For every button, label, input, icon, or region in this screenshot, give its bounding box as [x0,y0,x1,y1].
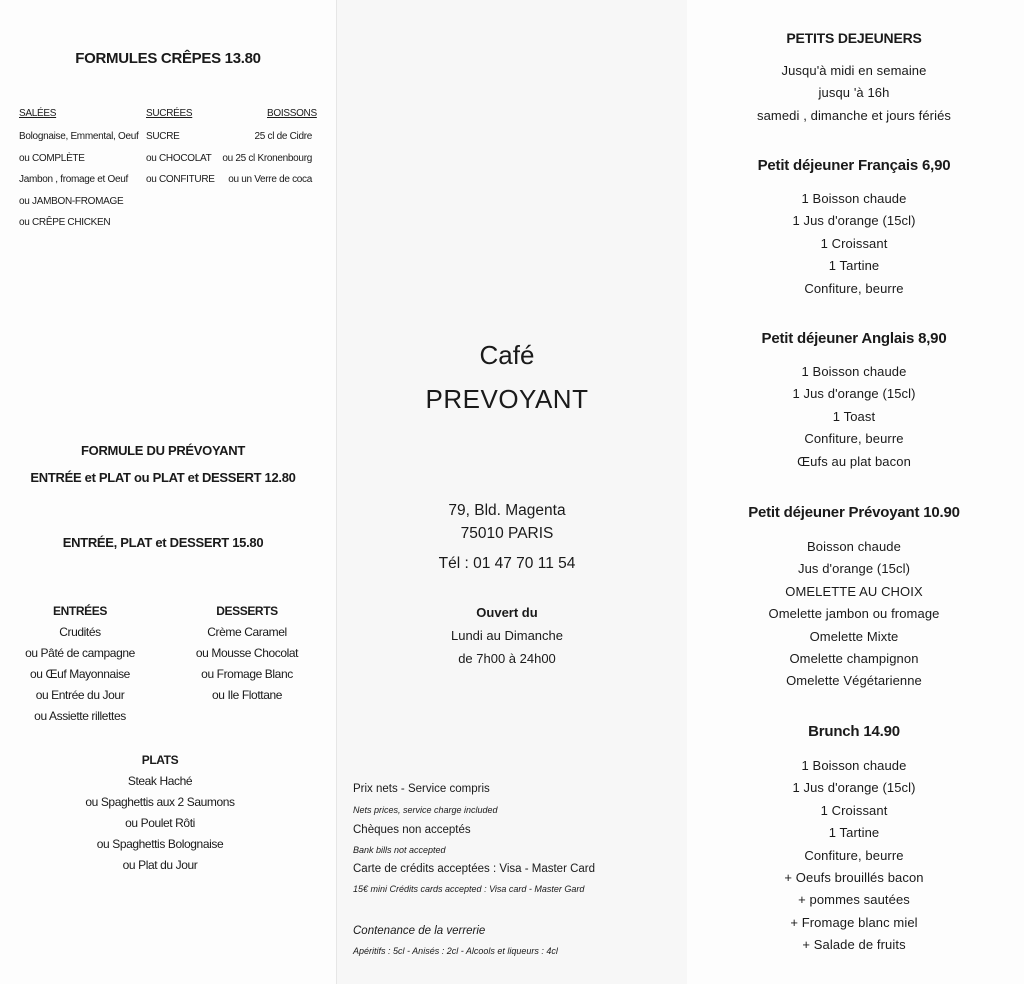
list-item: 1 Croissant [820,802,888,818]
list-item: + Oeufs brouillés bacon [784,870,924,886]
salees-heading: SALÉES [19,108,57,119]
list-item: 1 Boisson chaude [801,758,907,773]
middle-panel [336,0,688,984]
list-item: ou COMPLÈTE [19,152,85,164]
section-title-francais: Petit déjeuner Français 6,90 [757,157,951,174]
list-item: Omelette Mixte [809,628,899,644]
brand-line-2: PREVOYANT [425,384,589,414]
list-item: 1 Tartine [828,258,880,274]
desserts-block [167,601,327,706]
list-item: 1 Boisson chaude [801,364,907,379]
list-item: Crudités [59,625,101,639]
legal-line-2: Chèques non acceptés [353,824,471,836]
legal-line-3-translation: 15€ mini Crédits cards accepted : Visa card - Master Gard [353,884,585,894]
formule-title: FORMULE DU PRÉVOYANT [81,443,245,458]
section-title-brunch: Brunch 14.90 [808,723,900,740]
desserts-heading: DESSERTS [216,604,278,618]
address-line-2: 75010 PARIS [460,525,554,542]
list-item: ou Spaghettis Bolognaise [96,837,224,851]
list-item: 1 Boisson chaude [801,191,907,206]
section-items-anglais [687,361,1021,473]
open-hours: de 7h00 à 24h00 [458,651,556,666]
list-item: Omelette jambon ou fromage [768,606,940,622]
list-item: Steak Haché [127,774,193,788]
list-item: + pommes sautées [798,892,910,908]
list-item: ou Spaghettis aux 2 Saumons [85,795,235,809]
brand-line-1: Café [479,340,535,370]
entrees-block [0,601,160,727]
verrerie-detail: Apéritifs : 5cl - Anisés : 2cl - Alcools et liqueurs : 4cl [353,946,558,956]
legal-line-1: Prix nets - Service compris [353,783,490,795]
breakfast-hours [687,60,1021,127]
list-item: ou CRÊPE CHICKEN [19,217,111,228]
section-title-prevoyant: Petit déjeuner Prévoyant 10.90 [748,504,960,521]
list-item: ou Plat du Jour [122,858,198,872]
list-item: OMELETTE AU CHOIX [785,583,923,599]
address-line-1: 79, Bld. Magenta [448,502,566,519]
right-panel [687,0,1024,984]
formule-option-1: ENTRÉE et PLAT ou PLAT et DESSERT 12.80 [30,470,296,485]
plats-heading: PLATS [141,753,179,767]
hours-line: samedi , dimanche et jours fériés [756,107,952,123]
sucrees-heading: SUCRÉES [146,108,193,119]
list-item: ou Poulet Rôti [125,816,195,830]
list-item: 1 Tartine [828,825,880,841]
list-item: 25 cl de Cidre [254,131,312,142]
list-item: + Salade de fruits [802,937,906,953]
list-item: Boisson chaude [807,539,901,554]
list-item: Omelette Végétarienne [786,673,922,689]
crepes-title: FORMULES CRÊPES 13.80 [75,50,261,67]
boissons-heading: BOISSONS [267,108,317,119]
list-item: + Fromage blanc miel [790,914,918,930]
legal-line-2-translation: Bank bills not accepted [353,845,446,855]
formule-option-2: ENTRÉE, PLAT et DESSERT 15.80 [62,535,264,550]
entrees-heading: ENTRÉES [53,604,107,618]
list-item: 1 Jus d'orange (15cl) [792,386,916,402]
list-item: ou CONFITURE [146,174,215,185]
hours-line: Jusqu'à midi en semaine [781,63,927,78]
list-item: Confiture, beurre [804,847,904,863]
legal-line-3: Carte de crédits acceptées : Visa - Master Card [353,863,596,875]
list-item: Confiture, beurre [804,280,904,296]
list-item: ou JAMBON-FROMAGE [19,195,124,207]
list-item: ou Fromage Blanc [201,667,293,681]
list-item: ou Œuf Mayonnaise [30,667,130,681]
list-item: Bolognaise, Emmental, Oeuf [19,131,139,142]
list-item: ou Pâté de campagne [25,646,135,660]
list-item: 1 Jus d'orange (15cl) [792,780,916,796]
hours-line: jusqu 'à 16h [818,85,890,101]
section-items-prevoyant [687,536,1021,693]
legal-line-1-translation: Nets prices, service charge included [353,805,498,815]
plats-block [0,750,320,876]
list-item: 1 Croissant [820,235,888,251]
salees-list [19,126,139,234]
section-items-francais [687,188,1021,300]
list-item: ou Assiette rillettes [34,709,126,723]
section-items-brunch [687,755,1021,957]
list-item: 1 Jus d'orange (15cl) [792,213,916,229]
list-item: ou Entrée du Jour [35,688,125,702]
list-item: 1 Toast [832,408,876,424]
list-item: ou Ile Flottane [211,688,283,702]
list-item: Jus d'orange (15cl) [797,561,911,577]
list-item: ou un Verre de coca [228,174,312,185]
phone: Tél : 01 47 70 11 54 [438,555,576,572]
list-item: Œufs au plat bacon [797,453,911,469]
open-title: Ouvert du [476,605,538,620]
list-item: Omelette champignon [789,651,919,667]
breakfast-title: PETITS DEJEUNERS [786,30,922,46]
open-days: Lundi au Dimanche [450,628,564,643]
verrerie-title: Contenance de la verrerie [353,925,486,937]
left-panel [0,0,336,984]
section-title-anglais: Petit déjeuner Anglais 8,90 [761,330,947,347]
list-item: ou 25 cl Kronenbourg [222,152,312,164]
list-item: Confiture, beurre [804,431,904,447]
list-item: ou Mousse Chocolat [195,646,299,660]
list-item: SUCRE [146,131,180,142]
list-item: ou CHOCOLAT [146,152,212,164]
list-item: Jambon , fromage et Oeuf [19,174,128,185]
boissons-list [200,126,312,191]
list-item: Crème Caramel [207,625,287,639]
